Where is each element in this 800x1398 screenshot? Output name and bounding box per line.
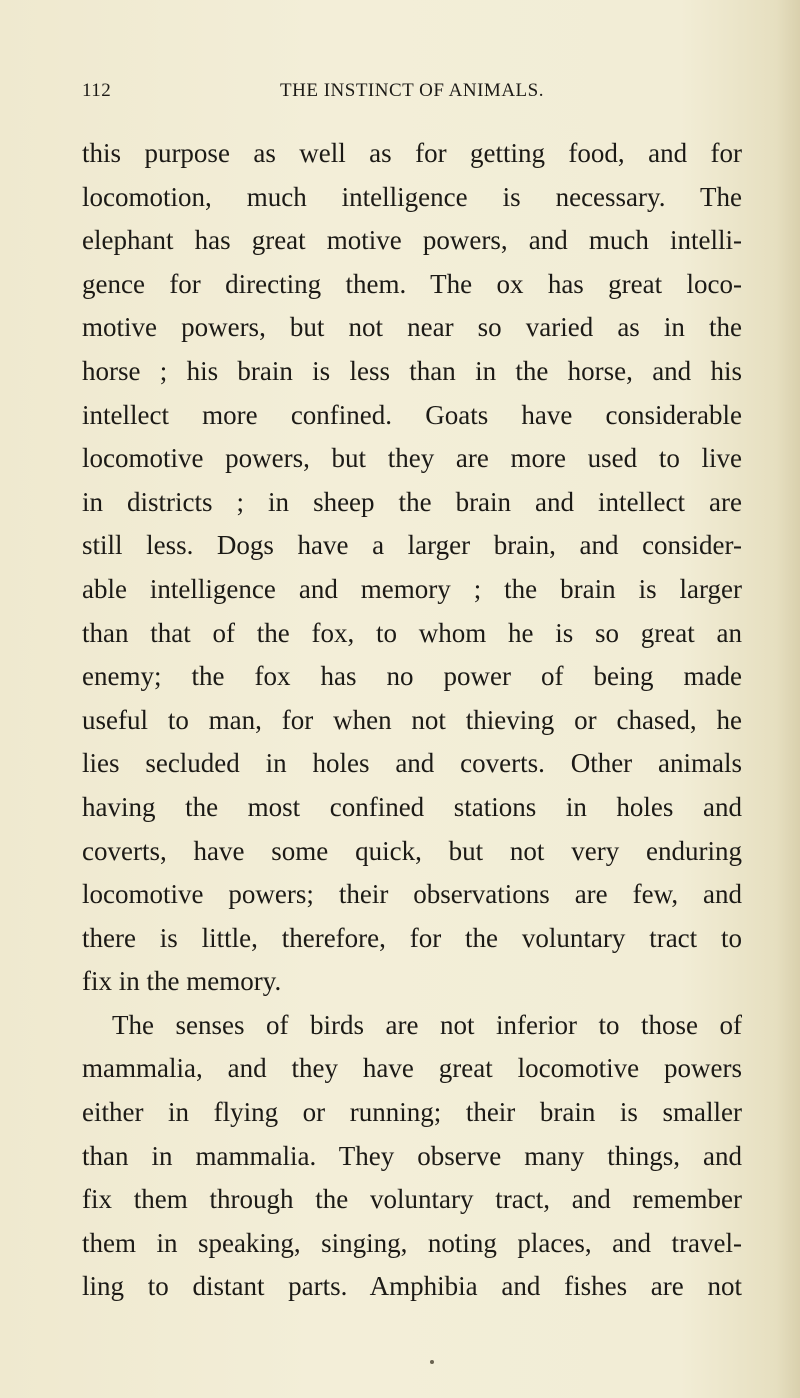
text-line: mammalia, and they have great locomotive powers — [82, 1053, 742, 1084]
text-line: locomotive powers; their observations are few, and — [82, 879, 742, 910]
text-line: elephant has great motive powers, and much intelli- — [82, 225, 742, 256]
text-line: than that of the fox, to whom he is so great an — [82, 617, 742, 648]
text-line: gence for directing them. The ox has great loco- — [82, 268, 742, 299]
print-speck — [430, 1360, 434, 1364]
text-line: fix them through the voluntary tract, and remember — [82, 1184, 742, 1215]
text-line: motive powers, but not near so varied as in the — [82, 312, 742, 343]
text-line: fix in the memory. — [82, 966, 282, 997]
page-header — [82, 80, 742, 108]
page-number: 112 — [82, 80, 112, 101]
running-title: THE INSTINCT OF ANIMALS. — [280, 80, 544, 101]
text-line: ling to distant parts. Amphibia and fishes are not — [82, 1271, 742, 1302]
text-line: than in mammalia. They observe many things, and — [82, 1140, 742, 1171]
text-line: them in speaking, singing, noting places, and travel- — [82, 1227, 742, 1258]
paragraph-start-line: The senses of birds are not inferior to those of — [112, 1009, 742, 1040]
text-line: coverts, have some quick, but not very enduring — [82, 835, 742, 866]
text-line: locomotive powers, but they are more used to live — [82, 443, 742, 474]
text-line: useful to man, for when not thieving or chased, he — [82, 704, 742, 735]
text-line: there is little, therefore, for the voluntary tract to — [82, 922, 742, 953]
text-line: locomotion, much intelligence is necessary. The — [82, 181, 742, 212]
text-line: either in flying or running; their brain is smaller — [82, 1097, 742, 1128]
body-text — [82, 132, 742, 1309]
text-line: in districts ; in sheep the brain and intellect are — [82, 486, 742, 517]
text-line: still less. Dogs have a larger brain, and consider- — [82, 530, 742, 561]
text-line: lies secluded in holes and coverts. Other animals — [82, 748, 742, 779]
text-line: having the most confined stations in holes and — [82, 791, 742, 822]
text-line: intellect more confined. Goats have considerable — [82, 399, 742, 430]
text-line: this purpose as well as for getting food, and for — [82, 138, 742, 168]
text-line: horse ; his brain is less than in the horse, and his — [82, 355, 742, 386]
text-line: able intelligence and memory ; the brain is larger — [82, 573, 742, 604]
text-line: enemy; the fox has no power of being made — [82, 661, 742, 692]
